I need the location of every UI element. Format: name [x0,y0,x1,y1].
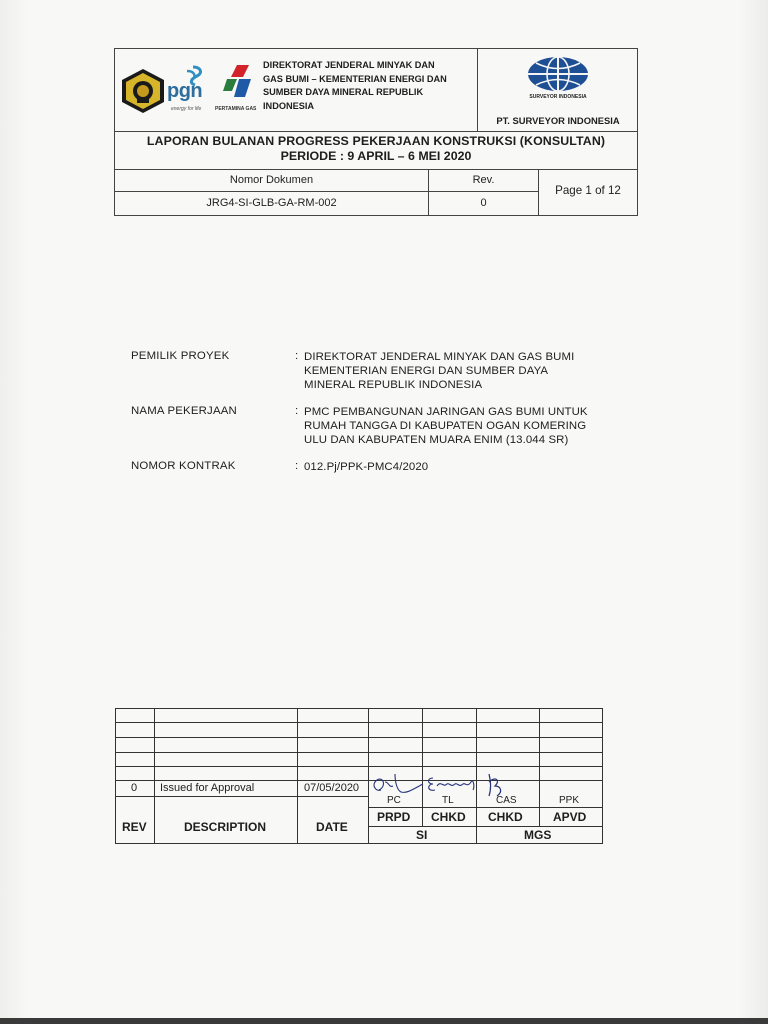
table-rule [115,752,603,753]
role-tl: TL [442,795,454,806]
job-value [304,405,612,447]
owner-value [304,350,612,392]
action-prpd: PRPD [377,810,411,824]
document-number-row [115,169,637,215]
page-info: Page 1 of 12 [555,184,621,197]
date-cell: 07/05/2020 [304,782,360,794]
surveyor-logo-caption: SURVEYOR INDONESIA [529,94,587,100]
header-date: DATE [316,820,348,834]
revision-table [115,708,603,844]
table-rule [602,708,603,844]
logo-cell [115,49,259,131]
contract-value: 012.Pj/PPK-PMC4/2020 [304,461,429,473]
pgn-logo-text: pgn [167,80,203,102]
agency-line: INDONESIA [263,100,315,111]
surveyor-indonesia-globe-icon [526,55,590,93]
table-rule [115,708,116,844]
colon: : [295,405,299,417]
rev-label: Rev. [429,169,539,192]
table-rule [115,708,603,709]
signature-cas-icon [483,772,507,800]
contract-label: NOMOR KONTRAK [131,460,236,472]
agency-name [263,59,469,113]
header-rev: REV [122,820,147,834]
table-rule [115,780,603,781]
header-logo-row [115,49,637,132]
esdm-emblem-icon [120,68,166,114]
table-rule [115,766,603,767]
agency-line: SUMBER DAYA MINERAL REPUBLIK [263,87,424,97]
agency-line: GAS BUMI – KEMENTERIAN ENERGI DAN [263,73,447,84]
report-period: PERIODE : 9 APRIL – 6 MEI 2020 [280,149,472,163]
action-chkd-cas: CHKD [488,810,523,824]
job-line: RUMAH TANGGA DI KABUPATEN OGAN KOMERING [304,420,587,432]
pgn-tagline: energy for life [171,106,202,112]
pertamina-gas-logo-icon [223,63,253,105]
report-title: LAPORAN BULANAN PROGRESS PEKERJAAN KONSTRUKSI (KONSULTAN) [146,134,606,148]
table-rule [368,807,603,808]
owner-line: MINERAL REPUBLIK INDONESIA [304,379,483,391]
role-ppk: PPK [559,795,580,806]
header-description: DESCRIPTION [184,820,267,834]
scan-edge [0,1018,768,1024]
table-rule [297,708,298,844]
colon: : [295,460,299,472]
table-rule [115,796,368,797]
table-rule [368,826,603,827]
job-line: ULU DAN KABUPATEN MUARA ENIM (13.044 SR) [304,434,569,446]
group-mgs: MGS [524,828,552,842]
colon: : [295,350,299,362]
doc-number-label: Nomor Dokumen [115,169,429,192]
table-rule [115,722,603,723]
agency-line: DIREKTORAT JENDERAL MINYAK DAN [263,60,435,70]
group-si: SI [416,828,428,842]
table-rule [422,708,423,826]
agency-cell [259,49,477,131]
report-title-row [115,131,637,170]
pertamina-gas-label: PERTAMINA GAS [215,106,257,112]
action-chkd-tl: CHKD [431,810,466,824]
description-cell: Issued for Approval [160,782,255,794]
rev-value: 0 [429,192,539,215]
rev-cell: 0 [131,782,138,794]
role-pc: PC [387,795,401,806]
signature-tl-icon [423,772,483,798]
owner-label: PEMILIK PROYEK [131,350,230,362]
table-rule [539,708,540,826]
signature-pc-icon [367,770,425,800]
owner-line: DIREKTORAT JENDERAL MINYAK DAN GAS BUMI [304,351,575,363]
table-rule [115,843,603,844]
surveyor-cell [477,49,638,131]
job-label: NAMA PEKERJAAN [131,405,237,417]
document-header [114,48,638,216]
role-cas: CAS [496,795,517,806]
consultant-name: PT. SURVEYOR INDONESIA [496,115,620,126]
job-line: PMC PEMBANGUNAN JARINGAN GAS BUMI UNTUK [304,406,588,418]
table-rule [154,708,155,844]
table-rule [115,737,603,738]
doc-number-value: JRG4-SI-GLB-GA-RM-002 [115,192,429,215]
action-apvd: APVD [553,810,587,824]
owner-line: KEMENTERIAN ENERGI DAN SUMBER DAYA [304,365,549,377]
